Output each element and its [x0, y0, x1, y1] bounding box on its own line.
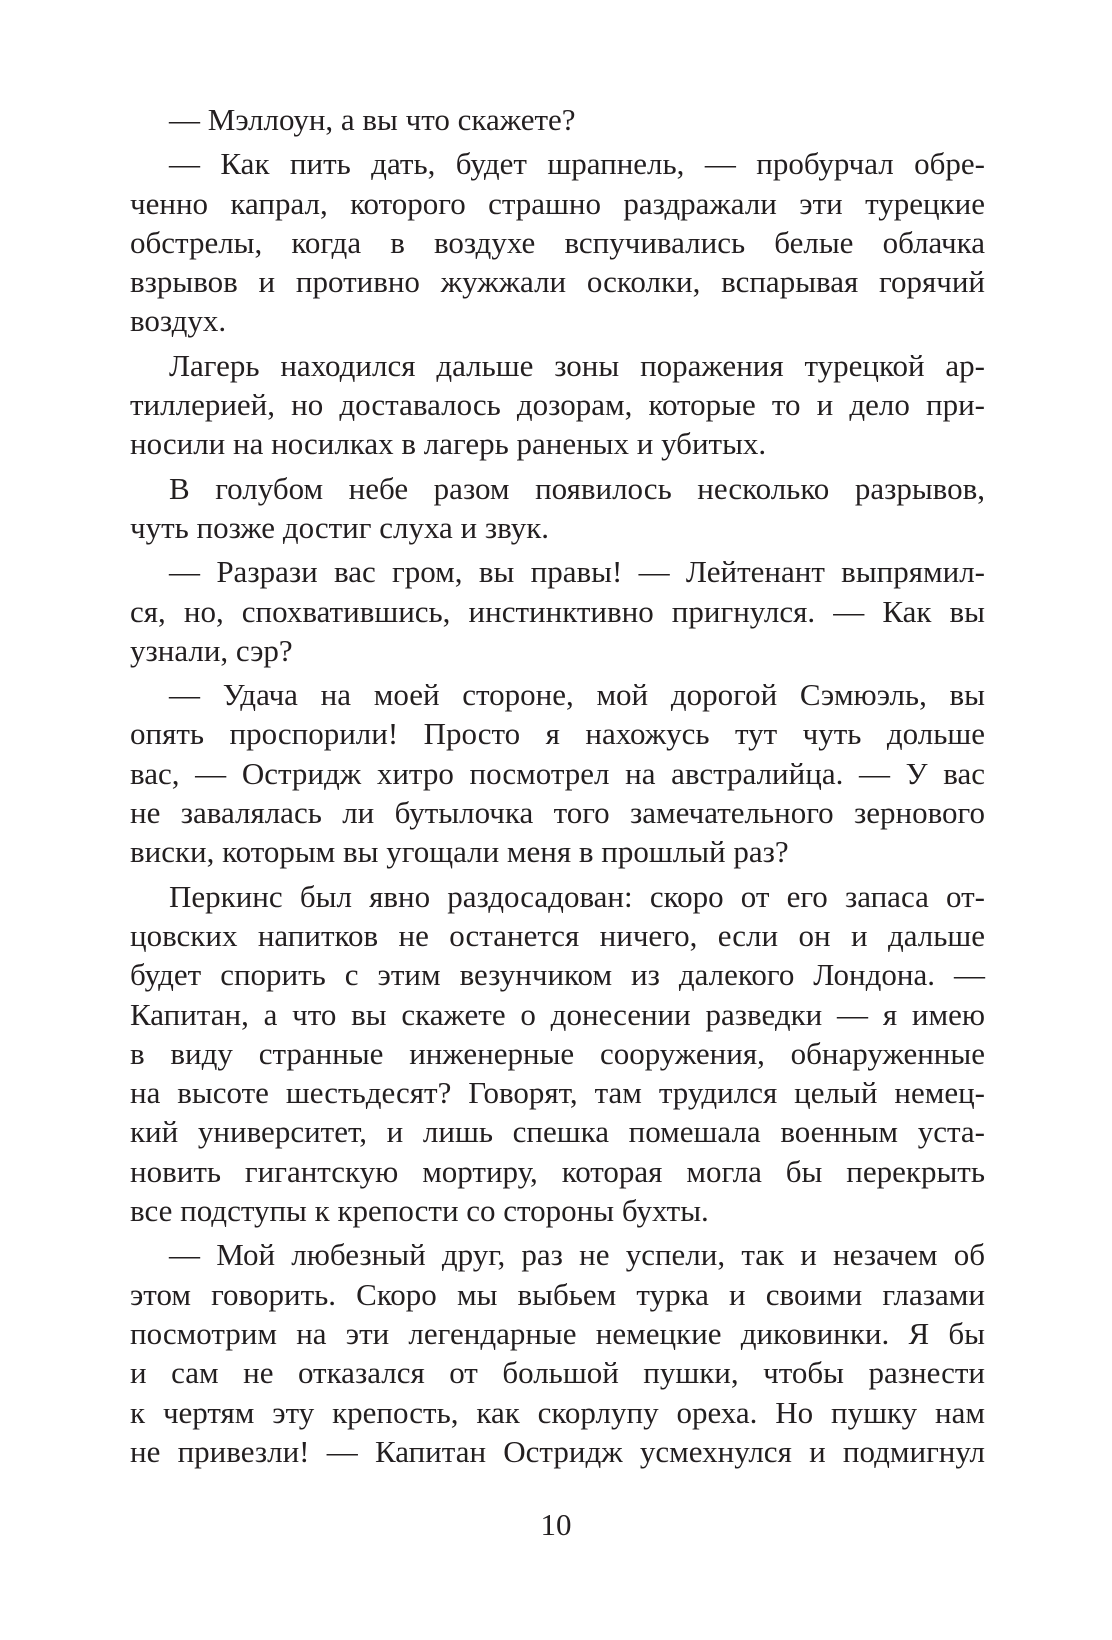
text-line: кий университет, и лишь спешка помешала военным уста-	[130, 1114, 985, 1150]
text-line: к чертям эту крепость, как скорлупу ореха. Но пушку нам	[130, 1394, 985, 1430]
text-line: — Удача на моей стороне, мой дорогой Сэмюэль, вы	[169, 677, 985, 713]
paragraph	[130, 1235, 985, 1471]
text-line: все подступы к крепости со стороны бухты.	[130, 1193, 709, 1229]
text-line: в виду странные инженерные сооружения, обнаруженные	[130, 1035, 985, 1071]
text-line: — Разрази вас гром, вы правы! — Лейтенант выпрямил-	[169, 554, 985, 590]
text-line: носили на носилках в лагерь раненых и убитых.	[130, 426, 767, 462]
text-line: Капитан, а что вы скажете о донесении разведки — я имею	[130, 996, 985, 1032]
text-line: цовских напитков не останется ничего, если он и дальше	[130, 917, 985, 953]
text-line: ся, но, спохватившись, инстинктивно пригнулся. — Как вы	[130, 593, 985, 629]
text-line: — Как пить дать, будет шрапнель, — пробурчал обре-	[169, 146, 985, 182]
text-line: на высоте шестьдесят? Говорят, там трудился целый немец-	[130, 1075, 985, 1111]
text-line: виски, которым вы угощали меня в прошлый раз?	[130, 834, 789, 870]
text-line: — Мэллоун, а вы что скажете?	[169, 102, 576, 137]
paragraph	[130, 469, 985, 548]
text-line: — Мой любезный друг, раз не успели, так и незачем об	[169, 1237, 985, 1273]
text-line: Перкинс был явно раздосадован: скоро от его запаса от-	[169, 878, 985, 914]
text-line: новить гигантскую мортиру, которая могла бы перекрыть	[130, 1153, 985, 1189]
paragraph	[130, 877, 985, 1231]
paragraph	[130, 552, 985, 670]
text-line: воздух.	[130, 303, 227, 339]
body-text	[130, 100, 985, 1471]
text-line: Лагерь находился дальше зоны поражения турецкой ар-	[169, 347, 985, 383]
text-line: опять проспорили! Просто я нахожусь тут чуть дольше	[130, 716, 985, 752]
paragraph	[130, 100, 985, 139]
text-line: будет спорить с этим везунчиком из далекого Лондона. —	[130, 957, 985, 993]
text-line: этом говорить. Скоро мы выбьем турка и своими глазами	[130, 1276, 985, 1312]
paragraph	[130, 144, 985, 340]
text-line: ченно капрал, которого страшно раздражали эти турецкие	[130, 185, 985, 221]
text-line: не привезли! — Капитан Остридж усмехнулся и подмигнул	[130, 1433, 985, 1469]
text-line: и сам не отказался от большой пушки, чтобы разнести	[130, 1355, 985, 1391]
text-line: тиллерией, но доставалось дозорам, которые то и дело при-	[130, 387, 985, 423]
text-line: чуть позже достиг слуха и звук.	[130, 509, 550, 545]
text-line: В голубом небе разом появилось несколько разрывов,	[169, 470, 985, 506]
text-line: вас, — Остридж хитро посмотрел на австралийца. — У вас	[130, 755, 985, 791]
text-line: взрывов и противно жужжали осколки, вспарывая горячий	[130, 264, 985, 300]
text-line: узнали, сэр?	[130, 632, 293, 668]
text-line: посмотрим на эти легендарные немецкие диковинки. Я бы	[130, 1315, 985, 1351]
paragraph	[130, 675, 985, 871]
text-line: не завалялась ли бутылочка того замечательного зернового	[130, 795, 985, 831]
text-line: обстрелы, когда в воздухе вспучивались белые облачка	[130, 224, 985, 260]
paragraph	[130, 346, 985, 464]
page-number: 10	[540, 1507, 572, 1542]
